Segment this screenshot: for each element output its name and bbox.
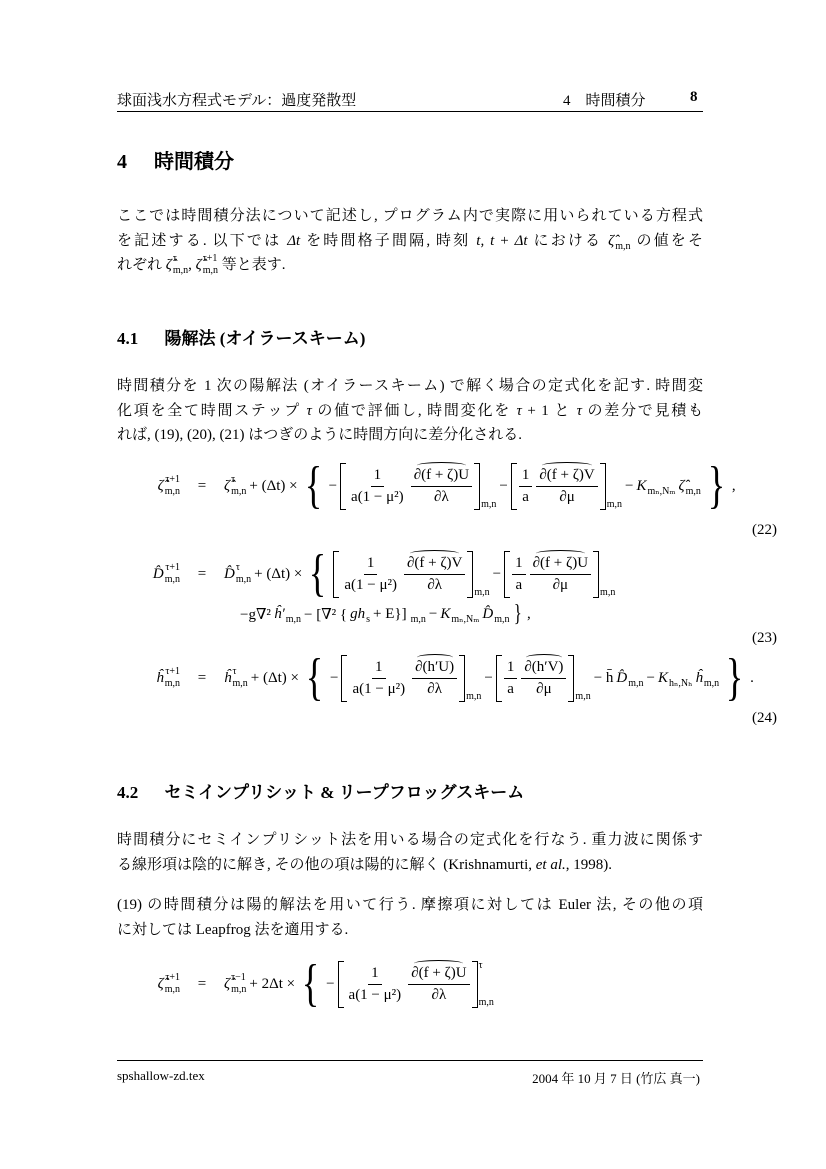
section-number: 4 <box>117 151 127 173</box>
equation-rhs <box>224 457 736 514</box>
math-text: における <box>527 232 609 249</box>
equation-24 <box>110 649 754 706</box>
equation-23-line-1 <box>110 545 616 602</box>
denominator: ∂λ <box>434 488 449 505</box>
subscript: mₙ,Nₘ <box>647 486 676 497</box>
math-symbol: t, t <box>476 232 495 249</box>
numerator: 1 <box>371 467 385 487</box>
subscript: m,n <box>164 984 180 995</box>
math-text: れば, (19), (20), (21) はつぎのように時間方向に差分化される. <box>117 427 522 443</box>
math-symbol: τ <box>516 402 522 419</box>
semi-implicit-paragraph <box>117 828 703 877</box>
subsection-heading-4-1 <box>117 324 365 349</box>
math-text: を時間格子間隔, 時刻 <box>300 232 477 249</box>
base: ζ̂ <box>224 975 231 992</box>
superscript <box>494 603 509 613</box>
equation-number-24: (24) <box>752 710 777 726</box>
superscript <box>669 667 692 677</box>
running-header-section: 4 時間積分 <box>563 93 646 109</box>
numerator: 1 <box>368 965 382 985</box>
math-symbol: et al. <box>535 856 566 873</box>
math-text: 化項を全て時間ステップ <box>117 402 307 419</box>
fraction <box>521 659 566 698</box>
math-text: , <box>527 605 531 622</box>
math-text: − <box>329 669 339 686</box>
denominator: ∂λ <box>431 986 447 1003</box>
brace: { <box>304 457 322 514</box>
leapfrog-paragraph <box>117 893 703 942</box>
equals-sign: = <box>197 975 207 992</box>
superscript <box>648 475 676 485</box>
text-line <box>117 374 703 399</box>
base: ζ̂ <box>157 477 164 494</box>
footer-date-author: 2004 年 10 月 7 日 (竹広 真一) <box>532 1071 700 1086</box>
fraction <box>408 965 469 1004</box>
fraction <box>536 467 597 506</box>
subscript: m,n <box>615 240 631 252</box>
scripts <box>203 254 218 276</box>
math-text: の値で評価し, 時間変化を <box>311 402 517 419</box>
scripts <box>236 563 251 585</box>
subscript: m,n <box>232 678 248 689</box>
math-atom <box>224 667 248 689</box>
scripts <box>686 475 701 497</box>
fraction <box>341 555 400 594</box>
math-text: , <box>731 477 736 494</box>
math-atom <box>166 253 188 278</box>
scripts <box>575 655 590 702</box>
scripts <box>479 961 494 1008</box>
base: ζ̂ <box>678 477 685 494</box>
math-atom <box>678 475 700 497</box>
math-atom <box>658 667 692 689</box>
math-text: − <box>499 477 508 494</box>
square-brackets <box>511 463 606 510</box>
square-brackets <box>496 655 575 702</box>
math-text: + 2Δt × <box>249 975 296 992</box>
superscript: τ <box>172 253 177 265</box>
subsection-title: セミインプリシット & リープフロッグスキーム <box>164 783 525 802</box>
scripts <box>600 551 615 598</box>
math-atom <box>637 475 676 497</box>
running-header-title: 球面浅水方程式モデル：過度発散型 <box>117 93 357 109</box>
denominator: a <box>522 488 529 505</box>
math-text: − <box>328 477 338 494</box>
base: K <box>636 477 647 494</box>
superscript: τ+1 <box>202 253 218 265</box>
fraction <box>411 467 472 506</box>
math-text: + E}] <box>373 605 407 622</box>
scripts <box>165 563 180 585</box>
base: K <box>440 605 451 622</box>
brace: { <box>309 545 327 602</box>
denominator: a <box>515 576 523 593</box>
scripts <box>173 254 188 276</box>
scripts <box>481 463 496 510</box>
denominator: ∂λ <box>427 576 443 593</box>
subscript: m,n <box>685 486 701 497</box>
brace: { <box>301 955 320 1012</box>
math-text: + 1 と <box>521 402 577 419</box>
base: D̂ <box>616 669 628 686</box>
subsection-number: 4.1 <box>117 329 139 348</box>
denominator: a(1 − μ²) <box>348 986 402 1003</box>
superscript: τ <box>235 562 240 573</box>
square-brackets <box>338 961 478 1008</box>
superscript: τ+1 <box>165 666 180 677</box>
equation-leapfrog-vorticity <box>110 955 494 1012</box>
scripts <box>165 475 180 497</box>
fraction <box>404 555 465 594</box>
subscript: mₙ,Nₘ <box>451 614 480 625</box>
scripts <box>411 603 426 625</box>
math-atom <box>440 603 479 625</box>
equation-lhs <box>110 667 180 689</box>
equation-23-line-2 <box>240 602 531 626</box>
math-text: − <box>326 975 335 992</box>
math-text: + <box>494 232 515 249</box>
numerator: 1 <box>519 467 533 487</box>
bracket-group <box>496 655 591 702</box>
subscript: m,n <box>202 265 218 277</box>
subscript: m,n <box>172 265 189 277</box>
denominator: a(1 − μ²) <box>351 488 404 505</box>
math-text: + (Δt) × <box>254 565 303 582</box>
subscript: m,n <box>703 678 720 689</box>
brace: { <box>305 649 324 706</box>
equals-sign: = <box>197 477 207 494</box>
superscript <box>704 667 719 677</box>
math-text: − <box>492 565 502 582</box>
subscript: m,n <box>481 498 497 510</box>
page-number: 8 <box>690 89 698 105</box>
superscript <box>286 603 301 613</box>
subsection-title: 陽解法 (オイラースキーム) <box>164 329 366 348</box>
base: ĥ <box>695 669 703 686</box>
fraction <box>530 555 591 594</box>
math-text: 時間積分を 1 次の陽解法 (オイラースキーム) で解く場合の定式化を記す. 時間変 <box>117 378 703 394</box>
base: ζ̂ <box>157 975 164 992</box>
base: ζ̂ <box>165 257 172 273</box>
subscript: hₙ,Nₕ <box>669 678 693 689</box>
math-atom <box>350 603 370 625</box>
math-text: (19) の時間積分は陽的解法を用いて行う. 摩擦項に対しては Euler 法, その他の項 <box>117 897 703 913</box>
header-rule <box>117 111 703 112</box>
denominator: a <box>507 680 514 697</box>
math-atom <box>482 603 509 625</box>
subscript: m,n <box>478 996 494 1008</box>
brace: } <box>514 601 523 627</box>
math-text: . <box>750 669 754 686</box>
scripts <box>474 551 489 598</box>
scripts <box>628 667 643 689</box>
numerator: ∂(h′V) <box>521 659 566 679</box>
math-text: + (Δt) × <box>249 477 298 494</box>
math-symbol: Δt <box>514 232 528 249</box>
subscript: m,n <box>410 614 426 625</box>
superscript: τ <box>231 474 236 485</box>
math-text: 時間積分にセミインプリシット法を用いる場合の定式化を行なう. 重力波に関係す <box>117 832 703 848</box>
subscript: m,n <box>494 614 510 625</box>
scripts <box>607 463 622 510</box>
fraction <box>349 659 408 698</box>
fraction <box>348 467 407 506</box>
subscript: m,n <box>606 498 623 510</box>
numerator: 1 <box>504 659 518 679</box>
math-text: を記述する. 以下では <box>117 232 288 249</box>
math-text: − <box>646 669 656 686</box>
subscript: m,n <box>474 586 490 598</box>
numerator: ∂(f + ζ)V <box>536 467 597 487</box>
math-text: − <box>428 605 438 622</box>
numerator: ∂(h′U) <box>412 659 457 679</box>
scripts <box>366 603 370 625</box>
intro-paragraph <box>117 204 703 278</box>
subsection-number: 4.2 <box>117 783 139 802</box>
square-brackets <box>341 655 465 702</box>
scripts <box>615 230 630 252</box>
math-text: の値をそ <box>630 232 703 249</box>
base: ζ̂ <box>195 257 202 273</box>
subscript: m,n <box>164 678 180 689</box>
explicit-scheme-paragraph <box>117 374 703 448</box>
base: ĥ′ <box>273 605 285 622</box>
math-atom <box>695 667 719 689</box>
equation-number-23: (23) <box>752 630 777 646</box>
math-text: − [∇² { <box>304 606 348 623</box>
equation-number-22: (22) <box>752 522 777 538</box>
math-atom <box>158 973 180 995</box>
math-text: − h̄ <box>593 669 614 686</box>
scripts <box>466 655 481 702</box>
denominator: ∂λ <box>427 680 442 697</box>
superscript: τ <box>478 959 483 971</box>
scripts <box>648 475 676 497</box>
numerator: ∂(f + ζ)U <box>530 555 591 575</box>
scripts <box>494 603 509 625</box>
footer-rule <box>117 1060 703 1061</box>
fraction <box>512 555 526 594</box>
equation-lhs <box>110 475 180 497</box>
math-text: + (Δt) × <box>250 669 300 686</box>
math-text: の差分で見積も <box>581 402 703 419</box>
base: D̂ <box>224 565 235 582</box>
equation-rhs <box>224 955 494 1012</box>
scripts <box>165 973 180 995</box>
math-atom <box>153 563 180 585</box>
text-line <box>117 253 703 278</box>
subscript: m,n <box>164 574 180 585</box>
math-atom <box>224 973 246 995</box>
bracket-group <box>341 655 481 702</box>
subscript: m,n <box>235 574 252 585</box>
superscript: τ+1 <box>165 562 180 573</box>
brace: } <box>725 649 744 706</box>
square-brackets <box>333 551 473 598</box>
subscript: m,n <box>164 486 180 497</box>
text-line <box>117 399 703 424</box>
equation-rhs <box>240 602 531 626</box>
subscript: m,n <box>285 614 301 625</box>
math-atom <box>274 603 301 625</box>
equals-sign: = <box>197 669 207 686</box>
subscript: s <box>366 614 371 625</box>
square-brackets <box>340 463 480 510</box>
math-text: れぞれ <box>117 257 166 273</box>
superscript <box>451 603 479 613</box>
superscript <box>686 475 701 485</box>
numerator: ∂(f + ζ)U <box>408 965 469 985</box>
subscript: m,n <box>628 678 644 689</box>
fraction <box>504 659 518 698</box>
denominator: ∂μ <box>552 576 569 593</box>
scripts <box>165 667 180 689</box>
scripts <box>669 667 692 689</box>
denominator: ∂μ <box>536 680 552 697</box>
equation-lhs <box>110 563 180 585</box>
math-symbol: τ <box>306 402 312 419</box>
math-atom <box>224 475 246 497</box>
text-line <box>117 918 703 943</box>
equation-rhs <box>224 545 616 602</box>
scripts <box>231 973 246 995</box>
section-heading <box>117 145 234 174</box>
math-text: −g∇² <box>240 606 271 623</box>
numerator: ∂(f + ζ)V <box>404 555 465 575</box>
math-atom <box>196 253 218 278</box>
math-atom <box>224 563 251 585</box>
numerator: 1 <box>512 555 526 575</box>
section-title: 時間積分 <box>154 151 234 173</box>
bracket-group <box>338 961 494 1008</box>
text-line <box>117 893 703 918</box>
text-line <box>117 828 703 853</box>
subscript: m,n <box>575 690 591 702</box>
scripts <box>286 603 301 625</box>
subsection-heading-4-2 <box>117 778 524 803</box>
text-line <box>117 229 703 254</box>
scripts <box>704 667 719 689</box>
fraction <box>412 659 457 698</box>
bracket-group <box>340 463 496 510</box>
math-text: に対しては Leapfrog 法を適用する. <box>117 921 349 938</box>
math-text: , 1998). <box>565 856 612 873</box>
base: D̂ <box>482 605 494 622</box>
math-symbol: τ <box>576 402 582 419</box>
bracket-group <box>333 551 489 598</box>
footer-filename: spshallow-zd.tex <box>117 1068 205 1083</box>
math-atom <box>156 667 180 689</box>
denominator: a(1 − μ²) <box>352 680 406 697</box>
numerator: 1 <box>364 555 378 575</box>
numerator: 1 <box>372 659 386 679</box>
denominator: ∂μ <box>559 488 575 505</box>
fraction <box>519 467 533 506</box>
subscript: m,n <box>231 486 247 497</box>
fraction <box>346 965 405 1004</box>
bracket-group <box>504 551 615 598</box>
numerator: ∂(f + ζ)U <box>411 467 472 487</box>
square-brackets <box>504 551 599 598</box>
math-text: る線形項は陰的に解き, その他の項は陽的に解く (Krishnamurti, <box>117 856 536 873</box>
superscript: τ+1 <box>165 474 180 485</box>
scripts <box>231 475 246 497</box>
text-line <box>117 853 703 878</box>
scripts <box>451 603 479 625</box>
math-atom <box>616 667 643 689</box>
base: D̂ <box>152 565 164 582</box>
equals-sign: = <box>197 565 207 582</box>
math-atom <box>410 603 426 625</box>
superscript: τ+1 <box>165 972 180 983</box>
superscript <box>615 230 630 240</box>
math-atom <box>158 475 180 497</box>
equation-22 <box>110 457 736 514</box>
subscript: m,n <box>600 586 616 598</box>
superscript: τ−1 <box>231 972 246 983</box>
superscript <box>411 603 426 613</box>
math-text: 等と表す. <box>217 257 286 273</box>
bracket-group <box>511 463 622 510</box>
base: ζ̂ <box>224 477 231 494</box>
subscript: m,n <box>466 690 482 702</box>
base: gh <box>350 605 366 622</box>
equation-rhs <box>224 649 754 706</box>
base: ĥ <box>156 669 164 686</box>
brace: } <box>707 457 726 514</box>
equation-lhs <box>110 973 180 995</box>
base: ĥ <box>224 669 232 686</box>
math-text: , <box>188 257 196 273</box>
math-text: ここでは時間積分法について記述し, プログラム内で実際に用いられている方程式 <box>117 208 703 224</box>
text-line <box>117 423 703 448</box>
math-text: − <box>625 477 634 494</box>
scripts <box>233 667 248 689</box>
superscript <box>628 667 643 677</box>
base: K <box>658 669 669 686</box>
math-symbol: Δt <box>287 232 301 249</box>
base: ζ̂ <box>608 232 615 249</box>
subscript: m,n <box>231 984 247 995</box>
math-atom <box>608 229 630 254</box>
superscript <box>366 603 370 613</box>
text-line <box>117 204 703 229</box>
math-text: − <box>484 669 493 686</box>
denominator: a(1 − μ²) <box>344 576 397 593</box>
superscript: τ <box>232 666 237 677</box>
